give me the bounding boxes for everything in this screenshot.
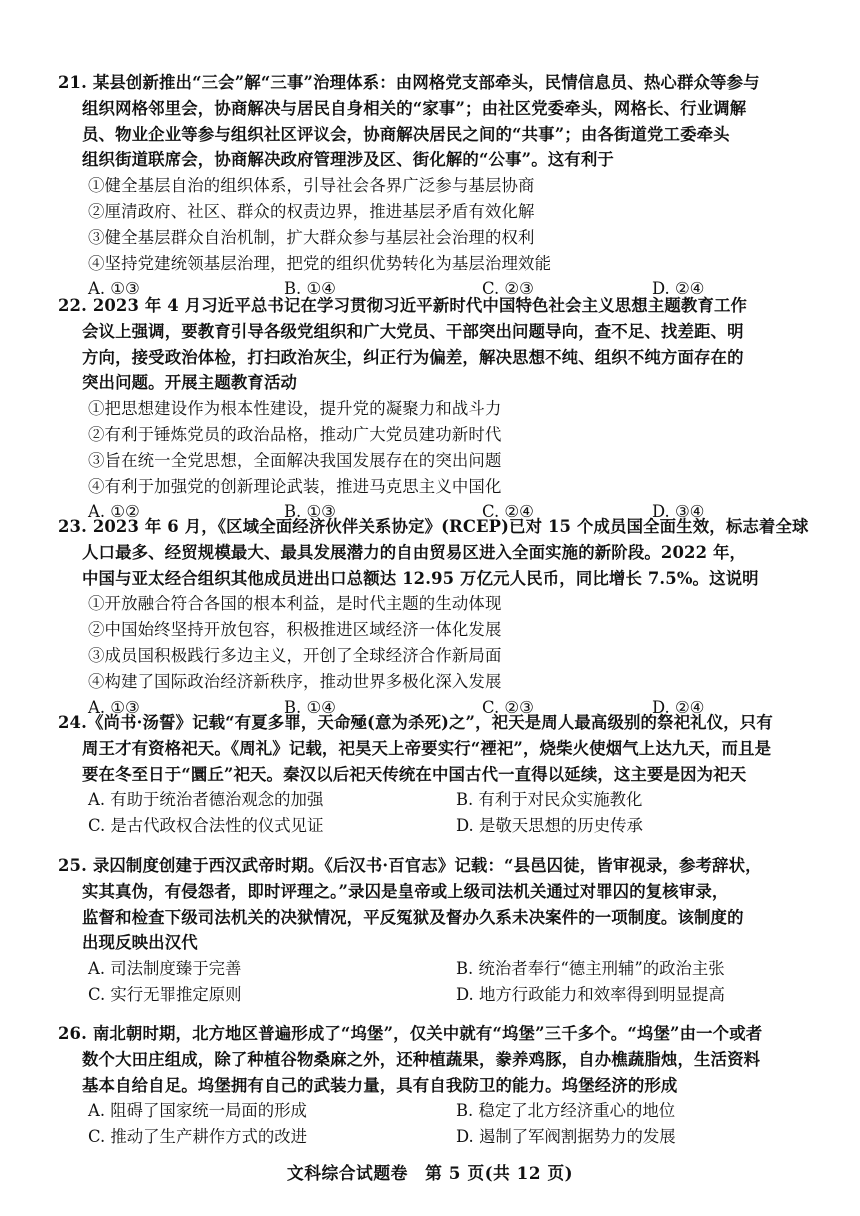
question-22-stem-line-1: 22. 2023 年 4 月习近平总书记在学习贯彻习近平新时代中国特色社会主义思想主题教育工作 xyxy=(58,296,748,315)
choice-d[interactable]: D. ③④ xyxy=(652,502,705,522)
question-24-stem-line-3: 要在冬至日于“圜丘”祀天。秦汉以后祀天传统在中国古代一直得以延续，这主要是因为祀天 xyxy=(82,764,747,784)
question-26 xyxy=(58,1021,798,1150)
choice-c[interactable]: C. ②③ xyxy=(482,697,534,717)
question-26-choices-row-2 xyxy=(58,1124,798,1150)
question-26-stem-line-3: 基本自给自足。坞堡拥有自己的武装力量，具有自我防卫的能力。坞堡经济的形成 xyxy=(82,1075,678,1095)
choice-a[interactable]: A. ①② xyxy=(88,502,140,522)
question-21-stem-line-3: 员、物业企业等参与组织社区评议会，协商解决居民之间的“共事”；由各街道党工委牵头 xyxy=(82,124,730,144)
choice-d[interactable]: D. 是敬天思想的历史传承 xyxy=(456,816,643,836)
question-26-choices-row-1 xyxy=(58,1098,798,1124)
question-23-statement-3: ③成员国积极践行多边主义，开创了全球经济合作新局面 xyxy=(88,645,502,665)
choice-b[interactable]: B. 稳定了北方经济重心的地位 xyxy=(456,1101,676,1121)
choice-b[interactable]: B. ①④ xyxy=(284,697,336,717)
question-23-stem-line-2: 人口最多、经贸规模最大、最具发展潜力的自由贸易区进入全面实施的新阶段。2022 年， xyxy=(82,542,747,562)
question-25 xyxy=(58,853,798,1008)
choice-a[interactable]: A. 有助于统治者德治观念的加强 xyxy=(88,790,324,810)
question-22-statement-2: ②有利于锤炼党员的政治品格，推动广大党员建功新时代 xyxy=(88,424,502,444)
question-26-stem-line-1: 26. 南北朝时期，北方地区普遍形成了“坞堡”，仅关中就有“坞堡”三千多个。“坞堡”由一个或者 xyxy=(58,1024,763,1043)
question-21-statement-2: ②厘清政府、社区、群众的权责边界，推进基层矛盾有效化解 xyxy=(88,201,535,221)
question-25-stem-line-1: 25. 录囚制度创建于西汉武帝时期。《后汉书·百官志》记载：“县邑囚徒，皆审视录，参考辞状， xyxy=(58,856,762,875)
question-23-statement-4: ④构建了国际政治经济新秩序，推动世界多极化深入发展 xyxy=(88,671,502,691)
choice-d[interactable]: D. 地方行政能力和效率得到明显提高 xyxy=(456,984,725,1004)
choice-b[interactable]: B. 有利于对民众实施教化 xyxy=(456,790,643,810)
question-21 xyxy=(58,70,798,302)
choice-a[interactable]: A. 阻碍了国家统一局面的形成 xyxy=(88,1101,307,1121)
question-23-statement-1: ①开放融合符合各国的根本利益，是时代主题的生动体现 xyxy=(88,594,502,614)
choice-b[interactable]: B. ①④ xyxy=(284,279,336,299)
question-21-statement-3: ③健全基层群众自治机制，扩大群众参与基层社会治理的权利 xyxy=(88,227,535,247)
question-24-stem-line-2: 周王才有资格祀天。《周礼》记载，祀昊天上帝要实行“禋祀”，烧柴火使烟气上达九天，而且是 xyxy=(82,738,772,758)
question-25-stem-line-2: 实其真伪，有侵怨者，即时评理之。”录囚是皇帝或上级司法机关通过对罪囚的复核审录， xyxy=(82,881,729,901)
question-23-statement-2: ②中国始终坚持开放包容，积极推进区域经济一体化发展 xyxy=(88,620,502,640)
question-21-statement-4: ④坚持党建统领基层治理，把党的组织优势转化为基层治理效能 xyxy=(88,253,552,273)
question-25-choices-row-1 xyxy=(58,956,798,982)
choice-d[interactable]: D. ②④ xyxy=(652,279,705,299)
choice-c[interactable]: C. ②④ xyxy=(482,502,534,522)
question-21-statement-1: ①健全基层自治的组织体系，引导社会各界广泛参与基层协商 xyxy=(88,176,535,196)
question-22 xyxy=(58,293,798,525)
question-21-stem-line-2: 组织网格邻里会，协商解决与居民自身相关的“家事”；由社区党委牵头，网格长、行业调解 xyxy=(82,98,747,118)
question-24-choices-row-1 xyxy=(58,787,798,813)
question-21-stem-line-4: 组织街道联席会，协商解决政府管理涉及区、街化解的“公事”。这有利于 xyxy=(82,150,614,170)
question-24-stem-line-1: 24.《尚书·汤誓》记载“有夏多罪，天命殛(意为杀死)之”，祀天是周人最高级别的祭祀礼仪，只有 xyxy=(58,713,773,732)
question-22-statement-1: ①把思想建设作为根本性建设，提升党的凝聚力和战斗力 xyxy=(88,399,502,419)
choice-c[interactable]: C. ②③ xyxy=(482,279,534,299)
question-24 xyxy=(58,710,798,839)
choice-c[interactable]: C. 推动了生产耕作方式的改进 xyxy=(88,1127,308,1147)
question-21-stem-line-1: 21. 某县创新推出“三会”解“三事”治理体系：由网格党支部牵头，民情信息员、热心群众等参与 xyxy=(58,73,760,92)
question-22-statement-4: ④有利于加强党的创新理论武装，推进马克思主义中国化 xyxy=(88,476,502,496)
question-25-choices-row-2 xyxy=(58,982,798,1008)
question-24-choices-row-2 xyxy=(58,813,798,839)
choice-b[interactable]: B. 统治者奉行“德主刑辅”的政治主张 xyxy=(456,959,725,979)
question-22-stem-line-3: 方向，接受政治体检，打扫政治灰尘，纠正行为偏差，解决思想不纯、组织不纯方面存在的 xyxy=(82,347,744,367)
question-22-statement-3: ③旨在统一全党思想，全面解决我国发展存在的突出问题 xyxy=(88,450,502,470)
question-23-stem-line-3: 中国与亚太经合组织其他成员进出口总额达 12.95 万亿元人民币，同比增长 7.5%。这说明 xyxy=(82,568,759,588)
choice-c[interactable]: C. 实行无罪推定原则 xyxy=(88,984,242,1004)
question-22-stem-line-2: 会议上强调，要教育引导各级党组织和广大党员、干部突出问题导向，查不足、找差距、明 xyxy=(82,321,744,341)
question-23-stem-line-1: 23. 2023 年 6 月，《区域全面经济伙伴关系协定》(RCEP)已对 15 个成员国全面生效，标志着全球 xyxy=(58,517,809,536)
question-23 xyxy=(58,514,809,720)
question-25-stem-line-4: 出现反映出汉代 xyxy=(82,933,198,953)
question-26-stem-line-2: 数个大田庄组成，除了种植谷物桑麻之外，还种植蔬果，豢养鸡豚，自办樵蔬脂烛，生活资料 xyxy=(82,1049,761,1069)
choice-a[interactable]: A. ①③ xyxy=(88,279,140,299)
question-22-stem-line-4: 突出问题。开展主题教育活动 xyxy=(82,373,298,393)
choice-a[interactable]: A. ①③ xyxy=(88,697,140,717)
page-footer: 文科综合试题卷 第 5 页(共 12 页) xyxy=(286,1163,574,1183)
choice-d[interactable]: D. ②④ xyxy=(652,697,705,717)
question-25-stem-line-3: 监督和检查下级司法机关的决狱情况，平反冤狱及督办久系未决案件的一项制度。该制度的 xyxy=(82,907,744,927)
choice-a[interactable]: A. 司法制度臻于完善 xyxy=(88,959,242,979)
choice-b[interactable]: B. ①③ xyxy=(284,502,336,522)
choice-d[interactable]: D. 遏制了军阀割据势力的发展 xyxy=(456,1127,676,1147)
choice-c[interactable]: C. 是古代政权合法性的仪式见证 xyxy=(88,816,324,836)
